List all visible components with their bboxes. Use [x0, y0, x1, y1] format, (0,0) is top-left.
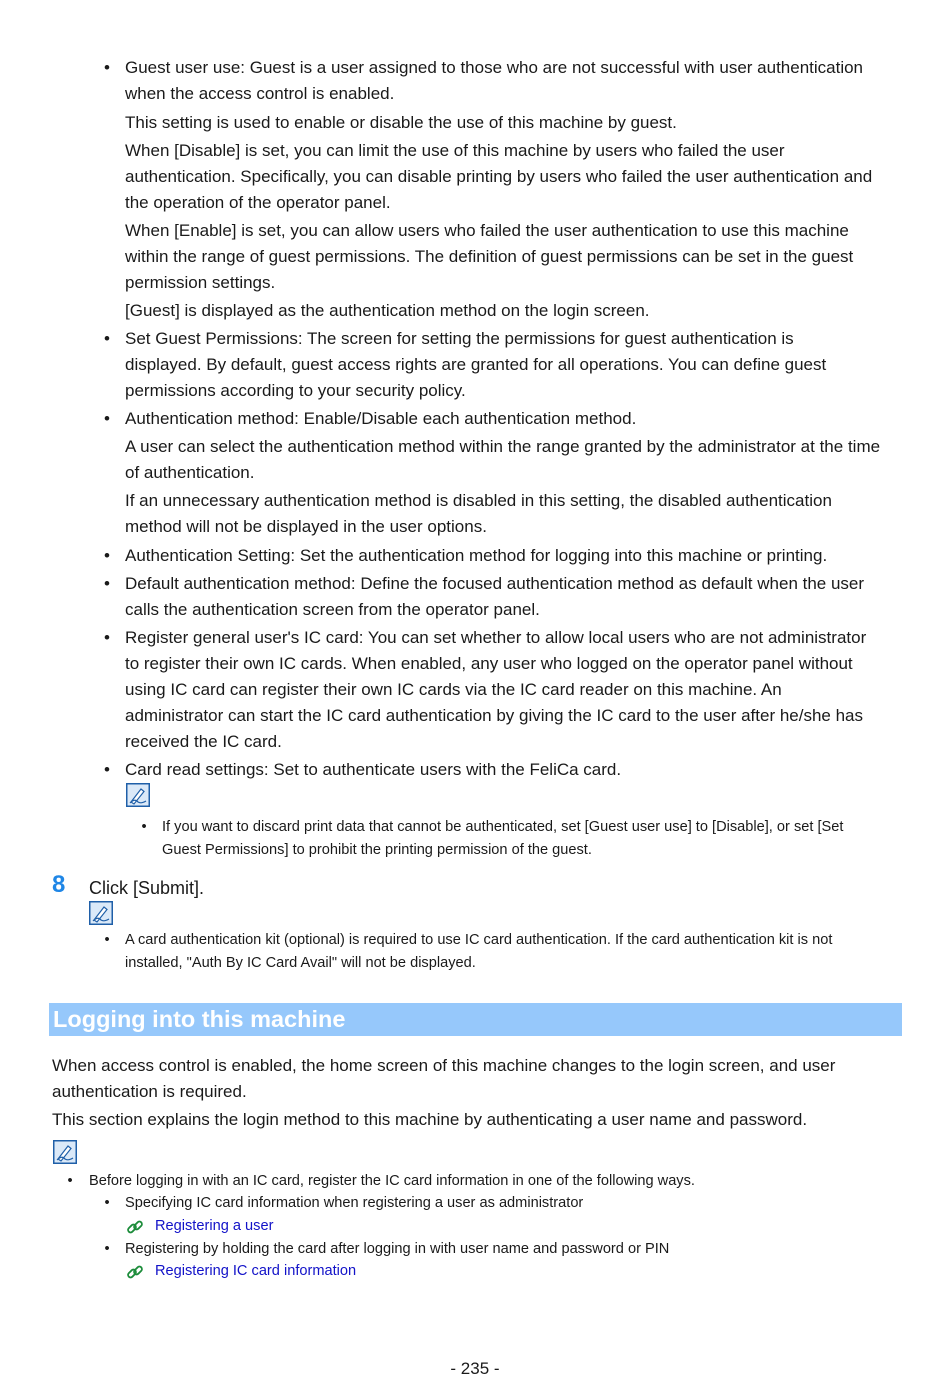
text-line: A card authentication kit (optional) is required to use IC card authentication. If the card authentication kit is not — [125, 932, 833, 948]
text-line: A user can select the authentication method within the range granted by the administrator at the time — [125, 437, 881, 456]
text-line: installed, "Auth By IC Card Avail" will not be displayed. — [125, 955, 476, 971]
bullet-dot: • — [104, 409, 110, 428]
guest-paragraph — [125, 110, 677, 136]
text-line: authentication. Specifically, you can disable printing by users who failed the user authentication and — [125, 167, 873, 186]
text-line: Guest Permissions] to prohibit the printing permission of the guest. — [162, 842, 592, 858]
text-line: the operation of the operator panel. — [125, 193, 391, 212]
text-line: This setting is used to enable or disable the use of this machine by guest. — [125, 113, 677, 132]
text-line: If you want to discard print data that cannot be authenticated, set [Guest user use] to [Disable], or set [Set — [162, 819, 844, 835]
sub-bullet-text: Specifying IC card information when registering a user as administrator — [125, 1195, 584, 1211]
auth-method-paragraph — [125, 434, 880, 486]
text-line: Guest user use: Guest is a user assigned to those who are not successful with user authentication — [125, 58, 864, 77]
text-line: When access control is enabled, the home screen of this machine changes to the login screen, and user — [52, 1056, 836, 1075]
sub-bullet-text: Registering by holding the card after logging in with user name and password or PIN — [125, 1241, 670, 1257]
text-line: of authentication. — [125, 463, 255, 482]
bullet-dot: • — [104, 574, 110, 593]
note-ic-card-registration: Before logging in with an IC card, register the IC card information in one of the following ways. — [89, 1173, 695, 1189]
text-line: method will not be displayed in the user options. — [125, 517, 487, 536]
text-line: calls the authentication screen from the operator panel. — [125, 600, 540, 619]
note-card-auth-kit — [125, 929, 832, 975]
bullet-card-read-settings — [125, 757, 621, 783]
link-chain-icon — [126, 1263, 144, 1281]
bullet-dot: • — [104, 1195, 110, 1211]
bullet-guest-user-use — [125, 55, 863, 107]
text-line: When [Disable] is set, you can limit the use of this machine by users who failed the user — [125, 141, 785, 160]
text-line: to register their own IC cards. When enabled, any user who logged on the operator panel without — [125, 654, 853, 673]
bullet-authentication-method — [125, 406, 636, 432]
text-line: administrator can start the IC card authentication by giving the IC card to the user after he/she has — [125, 706, 864, 725]
text-line: displayed. By default, guest access rights are granted for all operations. You can define guest — [125, 355, 827, 374]
memo-icon — [89, 901, 113, 925]
text-line: Register general user's IC card: You can set whether to allow local users who are not administrator — [125, 628, 867, 647]
bullet-set-guest-permissions — [125, 326, 826, 404]
text-line: when the access control is enabled. — [125, 84, 395, 103]
bullet-dot: • — [104, 932, 110, 948]
link-registering-ic-card-information[interactable]: Registering IC card information — [155, 1263, 357, 1279]
bullet-dot: • — [104, 58, 110, 77]
text-line: within the range of guest permissions. The definition of guest permissions can be set in the guest — [125, 247, 854, 266]
page-number: - 235 - — [450, 1359, 500, 1378]
link-chain-icon — [126, 1218, 144, 1236]
bullet-dot: • — [104, 546, 110, 565]
guest-paragraph — [125, 138, 872, 216]
bullet-dot: • — [104, 628, 110, 647]
bullet-dot: • — [141, 819, 147, 835]
link-registering-a-user[interactable]: Registering a user — [155, 1218, 274, 1234]
text-line: using IC card can register their own IC cards via the IC card reader on this machine. An — [125, 680, 782, 699]
note-guest-print — [162, 816, 843, 862]
bullet-dot: • — [104, 760, 110, 779]
section-banner — [49, 1003, 902, 1036]
guest-paragraph — [125, 218, 853, 296]
bullet-register-ic-card — [125, 625, 866, 755]
text-line: authentication is required. — [52, 1082, 247, 1101]
section-paragraph — [52, 1107, 807, 1133]
text-line: Set Guest Permissions: The screen for setting the permissions for guest authentication is — [125, 329, 794, 348]
text-line: If an unnecessary authentication method is disabled in this setting, the disabled authentication — [125, 491, 832, 510]
text-line: received the IC card. — [125, 732, 282, 751]
guest-paragraph — [125, 298, 650, 324]
text-line: permission settings. — [125, 273, 276, 292]
auth-method-paragraph — [125, 488, 832, 540]
bullet-dot: • — [104, 329, 110, 348]
bullet-dot: • — [104, 1241, 110, 1257]
text-line: [Guest] is displayed as the authentication method on the login screen. — [125, 301, 650, 320]
memo-icon — [126, 783, 150, 807]
text-line: Authentication Setting: Set the authentication method for logging into this machine or printing. — [125, 546, 828, 565]
section-title: Logging into this machine — [53, 1006, 346, 1032]
bullet-default-authentication-method — [125, 571, 864, 623]
text-line: Card read settings: Set to authenticate users with the FeliCa card. — [125, 760, 622, 779]
text-line: permissions according to your security policy. — [125, 381, 466, 400]
step-text: Click [Submit]. — [89, 878, 205, 898]
text-line: Default authentication method: Define the focused authentication method as default when the user — [125, 574, 865, 593]
section-paragraph — [52, 1053, 835, 1105]
bullet-authentication-setting — [125, 543, 827, 569]
text-line: When [Enable] is set, you can allow users who failed the user authentication to use this machine — [125, 221, 849, 240]
bullet-dot: • — [67, 1173, 73, 1189]
memo-icon — [53, 1140, 77, 1164]
step-number: 8 — [52, 871, 66, 898]
text-line: This section explains the login method to this machine by authenticating a user name and password. — [52, 1110, 808, 1129]
text-line: Authentication method: Enable/Disable each authentication method. — [125, 409, 637, 428]
